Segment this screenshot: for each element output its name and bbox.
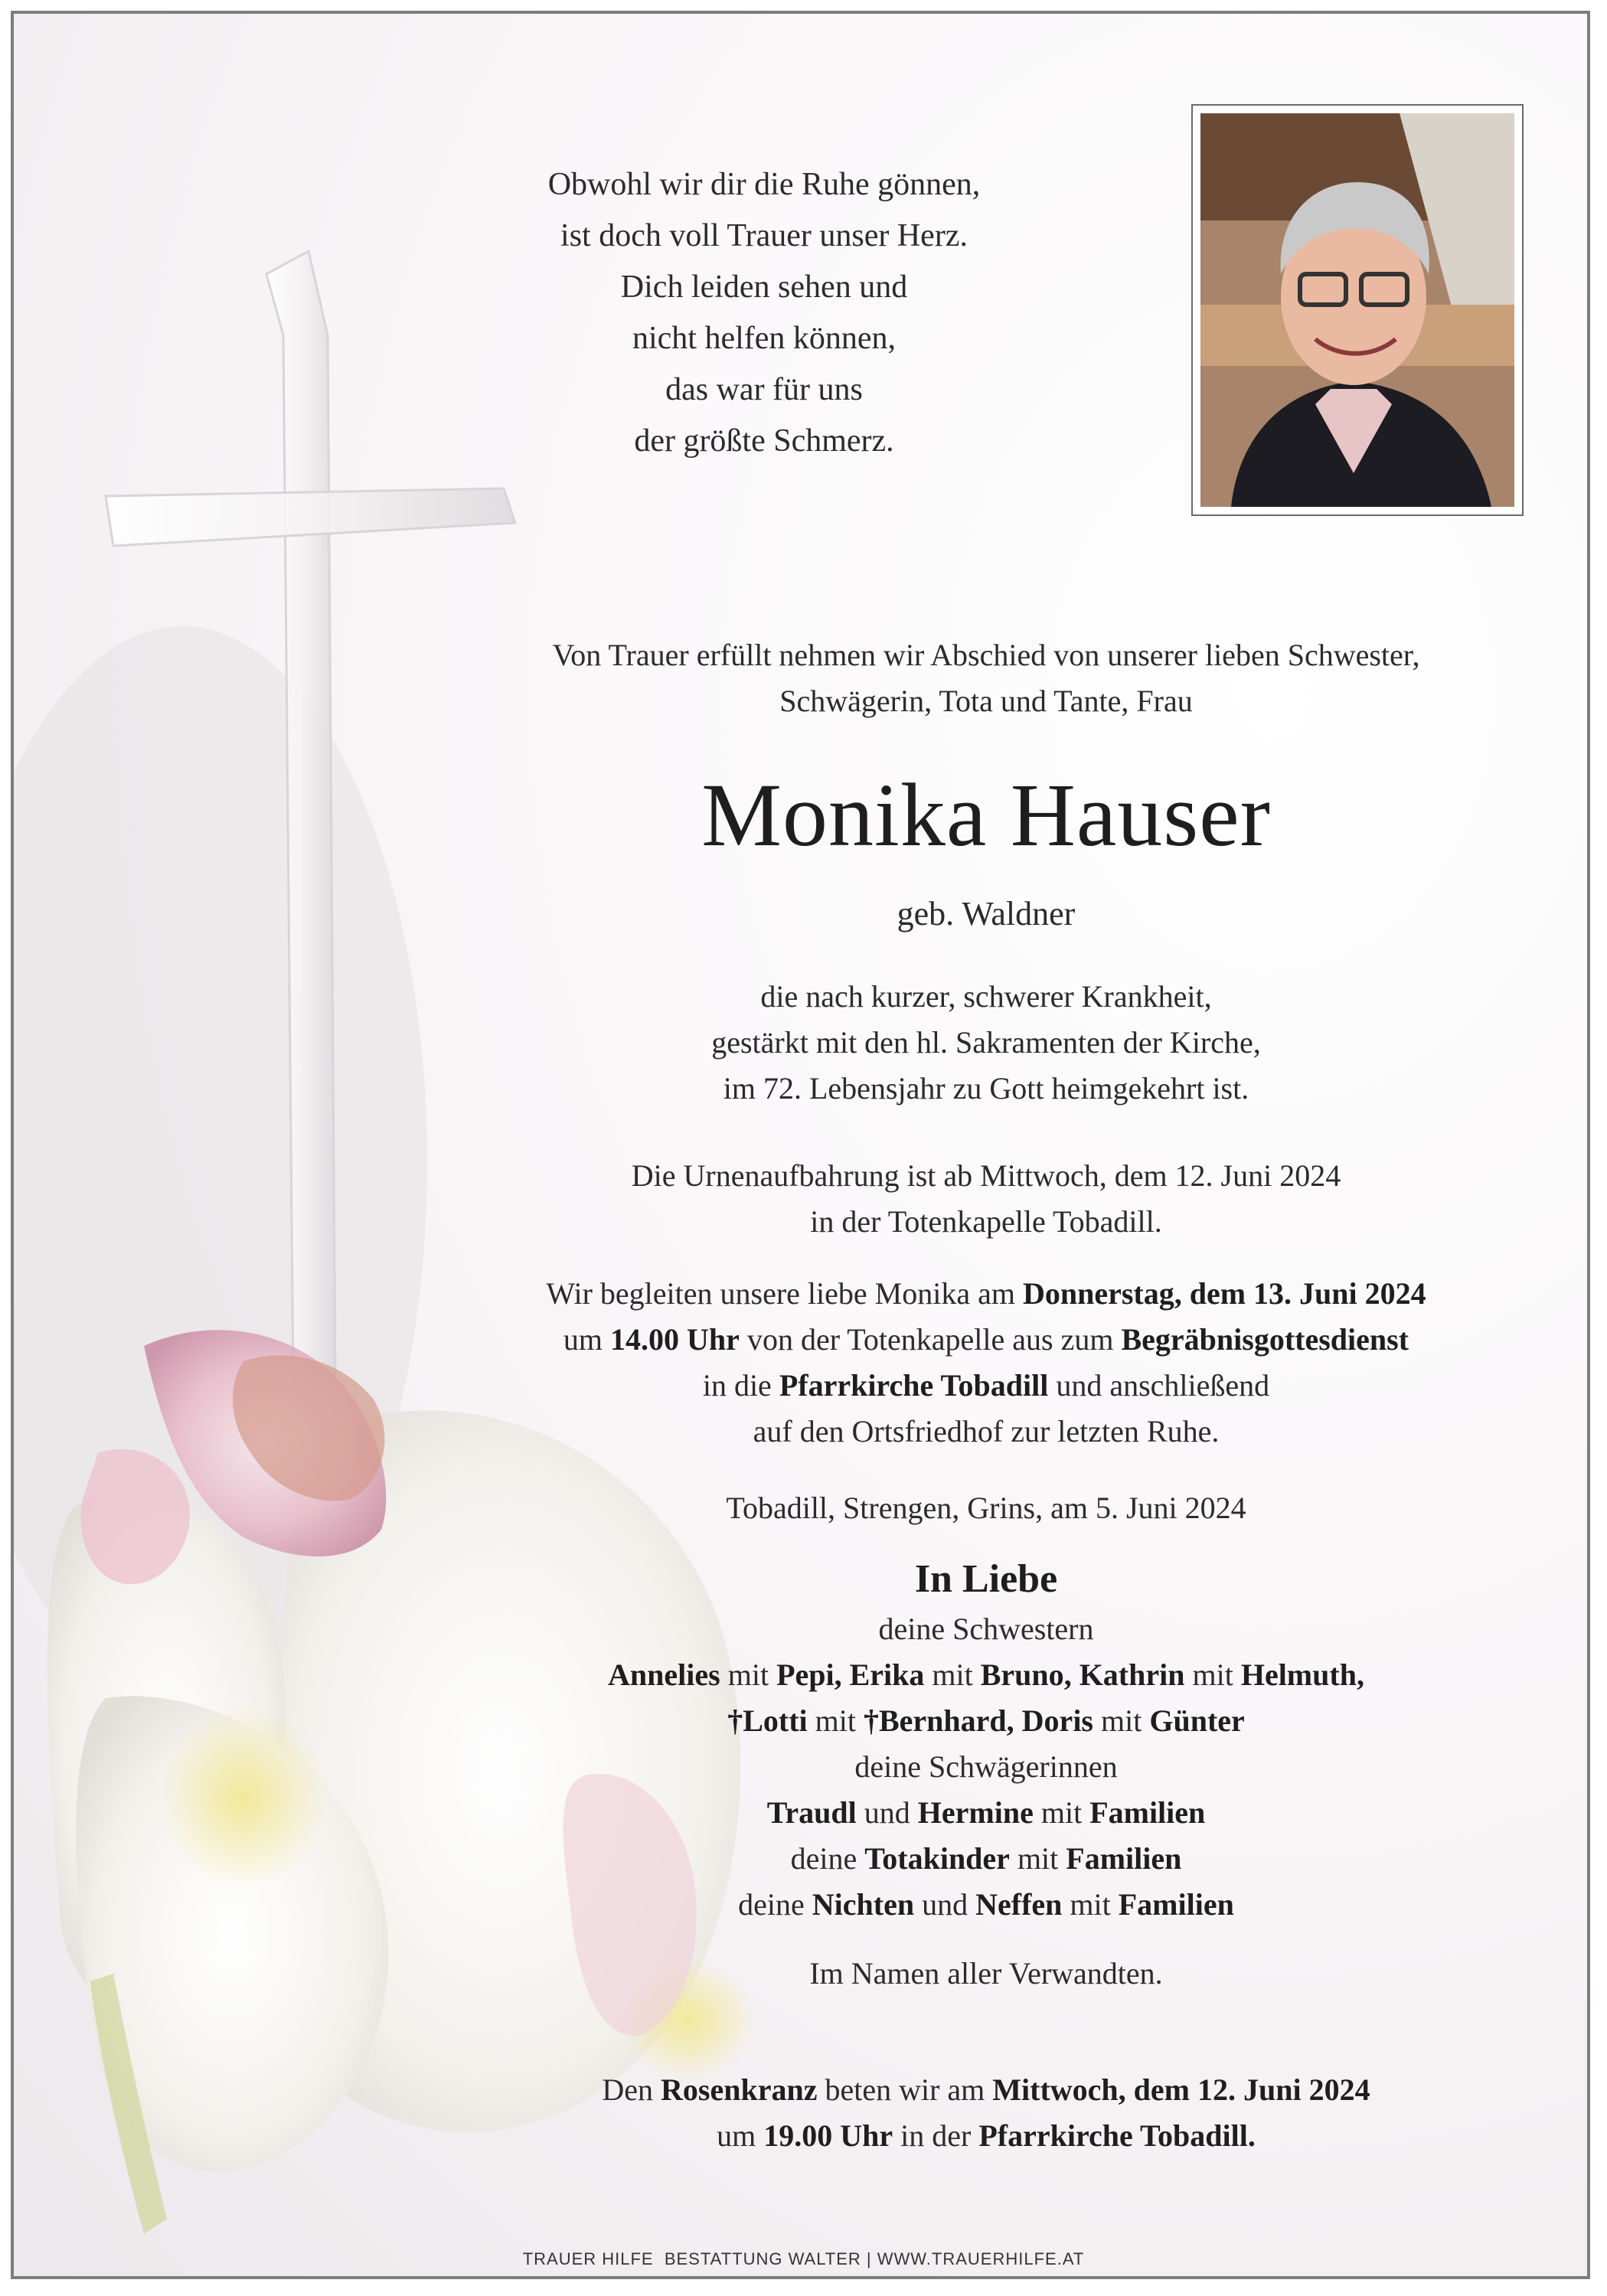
mourners-row-2: †Lotti mit †Bernhard, Doris mit Günter <box>727 1703 1245 1738</box>
sisters-label: deine Schwestern <box>878 1612 1094 1646</box>
obituary-page <box>11 11 1590 2279</box>
poem-line: ist doch voll Trauer unser Herz. <box>560 218 968 253</box>
poem-line: der größte Schmerz. <box>634 423 894 459</box>
mourners-row-4: deine Totakinder mit Familien <box>790 1841 1182 1876</box>
poem-line: nicht helfen können, <box>632 321 897 356</box>
closing-line: Im Namen aller Verwandten. <box>809 1956 1163 1991</box>
rosary-line-1: Den Rosenkranz beten wir am Mittwoch, dem 12. Juni 2024 <box>602 2072 1370 2107</box>
rosary-text <box>443 2067 1530 2159</box>
poem-line: Obwohl wir dir die Ruhe gönnen, <box>547 167 981 202</box>
intro-text <box>443 632 1530 724</box>
funeral-date: Donnerstag, dem 13. Juni 2024 <box>1022 1276 1426 1311</box>
viewing-text <box>443 1153 1530 1245</box>
mourners-row-1: Annelies mit Pepi, Erika mit Bruno, Kathrin mit Helmuth, <box>608 1657 1364 1692</box>
funeral-line-4: auf den Ortsfriedhof zur letzten Ruhe. <box>753 1414 1220 1448</box>
funeral-text <box>443 1271 1530 1455</box>
passing-line: die nach kurzer, schwerer Krankheit, <box>760 979 1212 1014</box>
passing-line: gestärkt mit den hl. Sakramenten der Kirche, <box>711 1025 1261 1060</box>
funeral-church: Pfarrkirche Tobadill <box>779 1368 1049 1403</box>
poem-line: das war für uns <box>665 372 863 407</box>
poem-line: Dich leiden sehen und <box>620 269 908 305</box>
rosary-line-2: um 19.00 Uhr in der Pfarrkirche Tobadill. <box>717 2118 1256 2153</box>
portrait-photo <box>1191 104 1524 516</box>
intro-line: Von Trauer erfüllt nehmen wir Abschied von unserer lieben Schwester, <box>552 638 1420 672</box>
mourners-list <box>443 1553 1530 1997</box>
footer-credit: TRAUER HILFE BESTATTUNG WALTER | WWW.TRAUERHILFE.AT <box>522 2249 1085 2268</box>
deceased-name: Monika Hauser <box>701 765 1271 865</box>
viewing-line: in der Totenkapelle Tobadill. <box>810 1204 1162 1239</box>
sisters-in-law-label: deine Schwägerinnen <box>854 1749 1118 1784</box>
funeral-line-3: in die Pfarrkirche Tobadill und anschließend <box>702 1368 1270 1403</box>
funeral-time: 14.00 Uhr <box>610 1322 740 1357</box>
funeral-service: Begräbnisgottesdienst <box>1121 1322 1409 1357</box>
passing-line: im 72. Lebensjahr zu Gott heimgekehrt ist. <box>723 1071 1249 1106</box>
place-date: Tobadill, Strengen, Grins, am 5. Juni 2024 <box>726 1491 1246 1525</box>
mourners-heading: In Liebe <box>914 1557 1058 1601</box>
funeral-line-2: um 14.00 Uhr von der Totenkapelle aus zum Begräbnisgottesdienst <box>563 1322 1409 1357</box>
funeral-line-1: Wir begleiten unsere liebe Monika am Donnerstag, dem 13. Juni 2024 <box>546 1276 1426 1311</box>
passing-text <box>443 974 1530 1112</box>
portrait-image <box>1200 113 1514 507</box>
maiden-name: geb. Waldner <box>897 895 1076 932</box>
viewing-line: Die Urnenaufbahrung ist ab Mittwoch, dem 12. Juni 2024 <box>631 1158 1341 1193</box>
intro-line: Schwägerin, Tota und Tante, Frau <box>779 684 1193 718</box>
mourners-row-3: Traudl und Hermine mit Familien <box>766 1795 1206 1830</box>
mourners-row-5: deine Nichten und Neffen mit Familien <box>738 1887 1234 1922</box>
poem <box>412 159 1116 467</box>
